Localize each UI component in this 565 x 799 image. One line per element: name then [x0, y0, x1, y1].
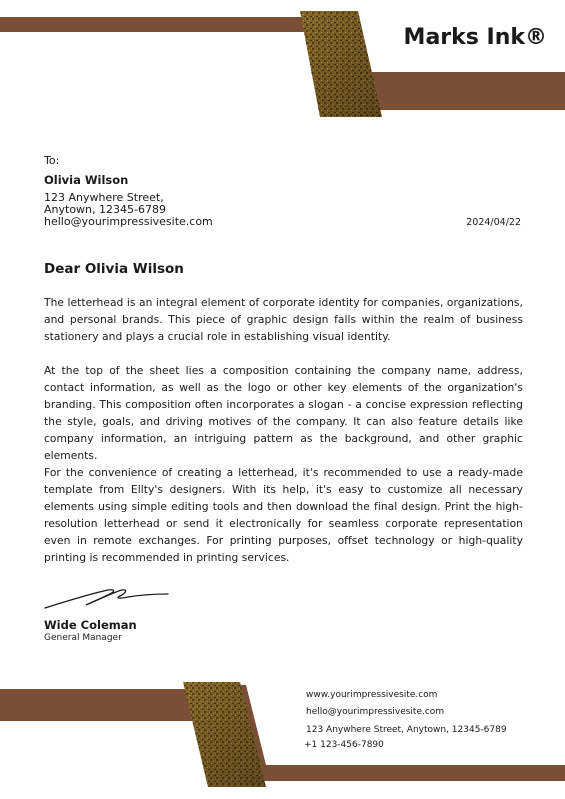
- footer-brown-band-left: [0, 689, 205, 721]
- footer-decoration: [0, 675, 565, 799]
- to-label: To:: [44, 154, 60, 167]
- header-brown-band-left: [0, 17, 306, 32]
- recipient-address-line1: 123 Anywhere Street,: [44, 191, 164, 204]
- recipient-name: Olivia Wilson: [44, 173, 129, 187]
- footer-email[interactable]: hello@yourimpressivesite.com: [306, 707, 445, 717]
- recipient-address-line2: Anytown, 12345-6789: [44, 203, 166, 216]
- company-name: Marks Ink®: [403, 25, 547, 50]
- recipient-email: hello@yourimpressivesite.com: [44, 215, 213, 228]
- footer-address: 123 Anywhere Street, Anytown, 12345-6789: [306, 725, 507, 735]
- body-paragraph-1: The letterhead is an integral element of corporate identity for companies, organizations, and personal brands. This piece of graphic design falls within the realm of business stationery and plays a crucial role in establishing visual identity.: [44, 296, 523, 343]
- salutation: Dear Olivia Wilson: [44, 261, 184, 277]
- footer-brown-band-right: [262, 765, 565, 781]
- signer-name: Wide Coleman: [44, 618, 137, 632]
- body-paragraph-2: At the top of the sheet lies a composition containing the company name, address, contact information, as well as the logo or other key elements of the organization's branding. This composition often incorporates a slogan - a concise expression reflecting the style, goals, and driving motives of the company. It can also feature details like company information, an intriguing pattern as the background, and other graphic elements.: [44, 364, 523, 462]
- footer-website[interactable]: www.yourimpressivesite.com: [306, 690, 438, 700]
- body-paragraph-3: For the convenience of creating a letterhead, it's recommended to use a ready-made template from Ellty's designers. With its help, it's easy to customize all necessary elements using simple editing tools and then download the final design. Print the high-resolution letterhead or send it electronically for seamless corporate representation even in remote exchanges. For printing purposes, offset technology or high-quality printing is recommended in printing services.: [44, 466, 523, 564]
- letter-date: 2024/04/22: [466, 217, 521, 228]
- footer-phone: +1 123-456-7890: [304, 740, 384, 750]
- handwritten-signature-icon: [44, 584, 174, 612]
- signer-title: General Manager: [44, 633, 122, 643]
- header-decoration: [0, 0, 565, 120]
